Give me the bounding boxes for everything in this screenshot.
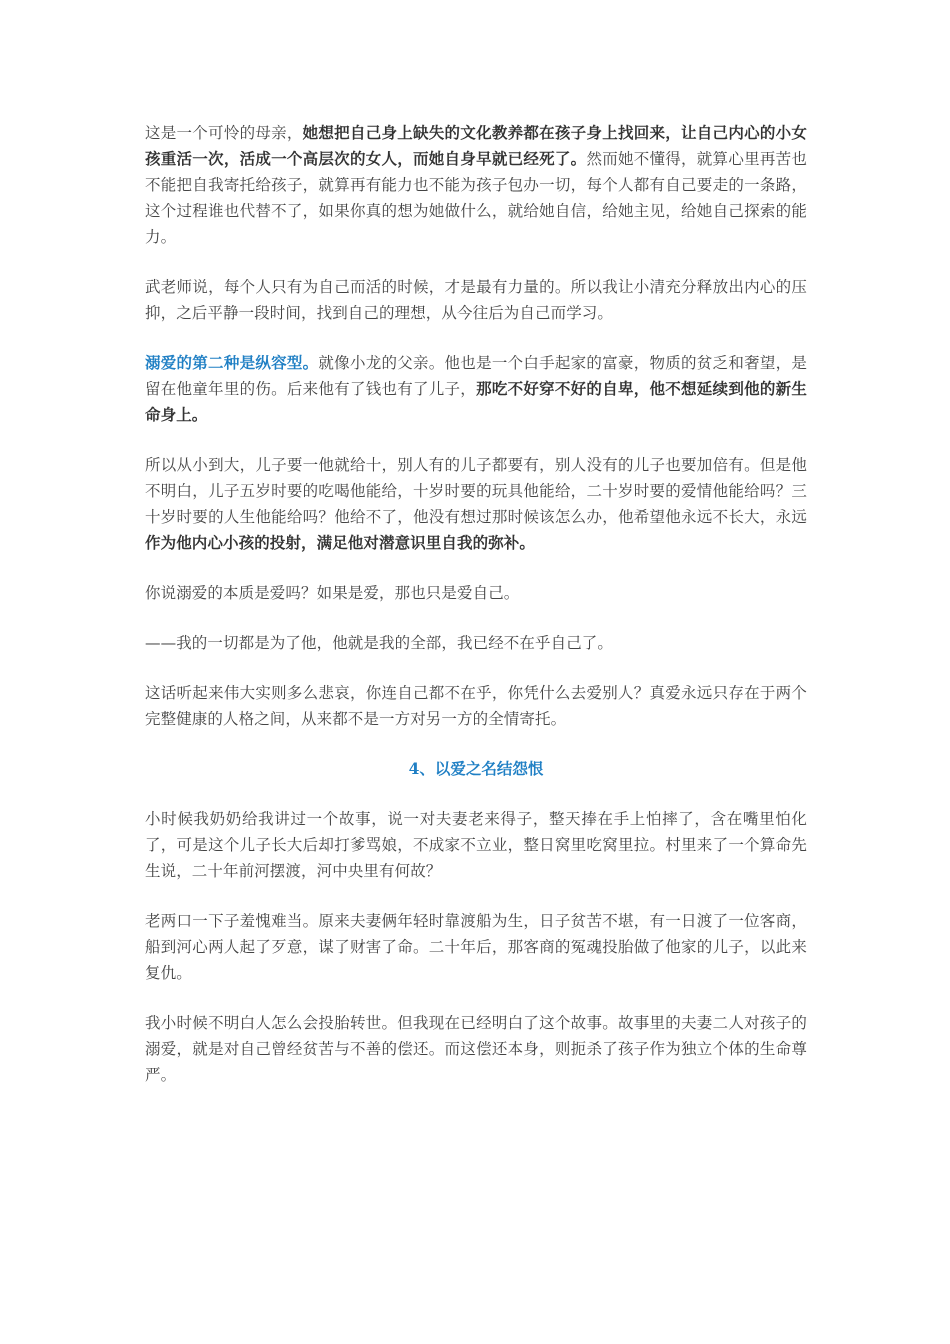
- paragraph-4-body: 所以从小到大，儿子要一他就给十，别人有的儿子都要有，别人没有的儿子也要加倍有。但是他不明白，儿子五岁时要的吃喝他能给，十岁时要的玩具他能给，二十岁时要的爱情他能给吗？三十岁时要的人生他能给吗？他给不了，他没有想过那时候该怎么办，他希望他永远不长大，永远: [145, 456, 807, 526]
- paragraph-1-intro: 这是一个可怜的母亲，: [145, 124, 303, 142]
- paragraph-3-body: 就像小龙的父亲。他也是一个白手起家的富豪，物质的贫乏和奢望，是留在他童年里的伤。后来他有了钱也有了儿子，: [145, 354, 807, 398]
- paragraph-9: 老两口一下子羞愧难当。原来夫妻俩年轻时靠渡船为生，日子贫苦不堪，有一日渡了一位客商，船到河心两人起了歹意，谋了财害了命。二十年后，那客商的冤魂投胎做了他家的儿子，以此来复仇。: [145, 912, 807, 982]
- paragraph-4-bold: 作为他内心小孩的投射，满足他对潜意识里自我的弥补。: [145, 533, 536, 552]
- paragraph-3: [145, 350, 807, 428]
- paragraph-6: ——我的一切都是为了他，他就是我的全部，我已经不在乎自己了。: [145, 634, 614, 652]
- paragraph-1: [145, 120, 807, 250]
- paragraph-10: 我小时候不明白人怎么会投胎转世。但我现在已经明白了这个故事。故事里的夫妻二人对孩子的溺爱，就是对自己曾经贫苦与不善的偿还。而这偿还本身，则扼杀了孩子作为独立个体的生命尊严。: [145, 1014, 807, 1084]
- paragraph-2: 武老师说，每个人只有为自己而活的时候，才是最有力量的。所以我让小清充分释放出内心的压抑，之后平静一段时间，找到自己的理想，从今往后为自己而学习。: [145, 278, 807, 322]
- section-heading: 4、以爱之名结怨恨: [408, 759, 544, 778]
- paragraph-5: 你说溺爱的本质是爱吗？如果是爱，那也只是爱自己。: [145, 584, 520, 602]
- paragraph-3-bold: 那吃不好穿不好的自卑，他不想延续到他的新生命身上。: [145, 379, 807, 424]
- paragraph-7: 这话听起来伟大实则多么悲哀，你连自己都不在乎，你凭什么去爱别人？真爱永远只存在于两个完整健康的人格之间，从来都不是一方对另一方的全情寄托。: [145, 684, 807, 728]
- paragraph-1-bold: 她想把自己身上缺失的文化教养都在孩子身上找回来，让自己内心的小女孩重活一次，活成一个高层次的女人，而她自身早就已经死了。: [145, 123, 807, 168]
- paragraph-1-rest: 然而她不懂得，就算心里再苦也不能把自我寄托给孩子，就算再有能力也不能为孩子包办一切，每个人都有自己要走的一条路，这个过程谁也代替不了，如果你真的想为她做什么，就给她自信，给她主见，给她自己探索的能力。: [145, 150, 807, 246]
- paragraph-3-highlight: 溺爱的第二种是纵容型。: [145, 353, 319, 372]
- paragraph-4: [145, 452, 807, 556]
- document-page: [145, 120, 807, 1112]
- paragraph-8: 小时候我奶奶给我讲过一个故事，说一对夫妻老来得子，整天捧在手上怕摔了，含在嘴里怕化了，可是这个儿子长大后却打爹骂娘，不成家不立业，整日窝里吃窝里拉。村里来了一个算命先生说，二十年前河摆渡，河中央里有何故？: [145, 810, 807, 880]
